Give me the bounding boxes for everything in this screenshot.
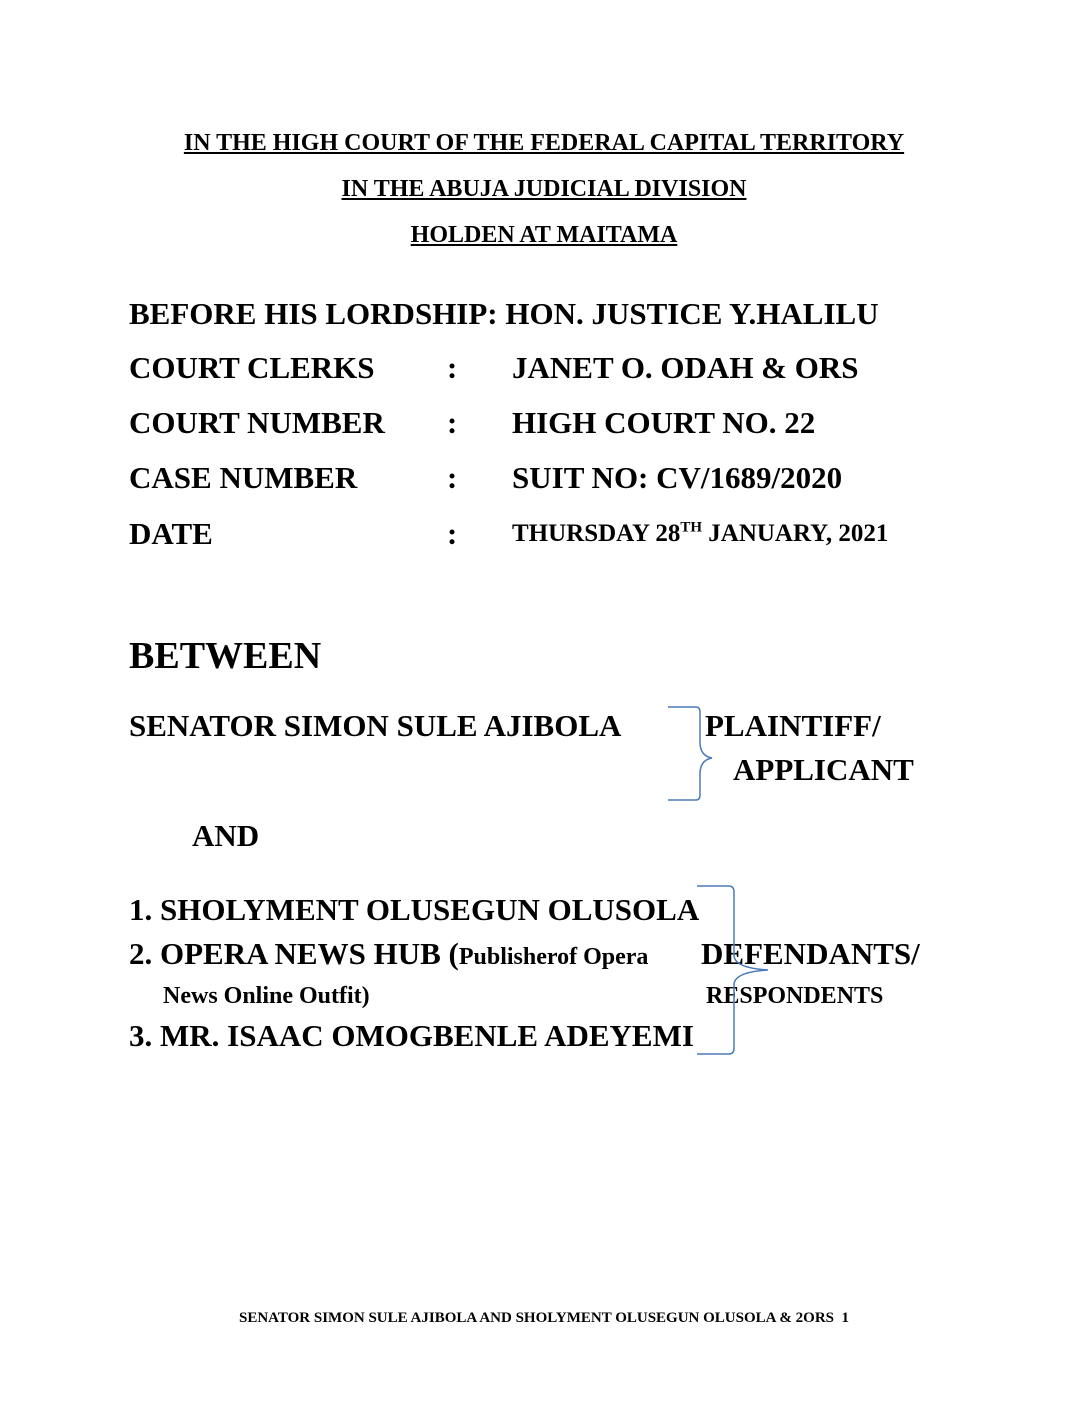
court-number-label: COURT NUMBER: [129, 405, 385, 440]
court-heading: IN THE HIGH COURT OF THE FEDERAL CAPITAL TERRITORY: [183, 130, 905, 156]
defendant-2-publisher: Publisherof Opera: [458, 944, 649, 970]
date-label: DATE: [129, 516, 213, 551]
between-heading: BETWEEN: [129, 635, 322, 677]
footer: [0, 1310, 1088, 1327]
date-separator: :: [447, 516, 458, 551]
before-lordship: BEFORE HIS LORDSHIP: HON. JUSTICE Y.HALILU: [129, 296, 879, 331]
clerks-value: JANET O. ODAH & ORS: [512, 350, 859, 385]
date-value-rest: JANUARY, 2021: [702, 520, 889, 547]
defendant-2-outfit: News Online Outfit): [163, 983, 370, 1009]
defendant-role-line2: RESPONDENTS: [706, 983, 884, 1009]
court-number-separator: :: [447, 405, 458, 440]
defendant-3: 3. MR. ISAAC OMOGBENLE ADEYEMI: [129, 1018, 694, 1053]
footer-page-number: 1: [841, 1310, 849, 1326]
case-number-separator: :: [447, 460, 458, 495]
plaintiff-role-line2: APPLICANT: [733, 752, 914, 787]
date-value-superscript: TH: [680, 519, 703, 536]
case-number-label: CASE NUMBER: [129, 460, 358, 495]
defendant-2-main: 2. OPERA NEWS HUB (: [129, 936, 459, 971]
clerks-label: COURT CLERKS: [129, 350, 375, 385]
plaintiff-role-line1: PLAINTIFF/: [705, 708, 881, 743]
date-value-main: THURSDAY 28: [512, 520, 681, 547]
court-number-value: HIGH COURT NO. 22: [512, 405, 816, 440]
clerks-separator: :: [447, 350, 458, 385]
case-number-value: SUIT NO: CV/1689/2020: [512, 460, 843, 495]
defendant-1: 1. SHOLYMENT OLUSEGUN OLUSOLA: [129, 892, 700, 927]
defendant-role-line1: DEFENDANTS/: [701, 936, 920, 971]
division-heading: IN THE ABUJA JUDICIAL DIVISION: [341, 176, 747, 202]
footer-running-title: SENATOR SIMON SULE AJIBOLA AND SHOLYMENT OLUSEGUN OLUSOLA & 2ORS: [238, 1310, 834, 1326]
holden-heading: HOLDEN AT MAITAMA: [410, 222, 678, 248]
and-label: AND: [192, 818, 260, 853]
plaintiff-name: SENATOR SIMON SULE AJIBOLA: [129, 708, 622, 743]
